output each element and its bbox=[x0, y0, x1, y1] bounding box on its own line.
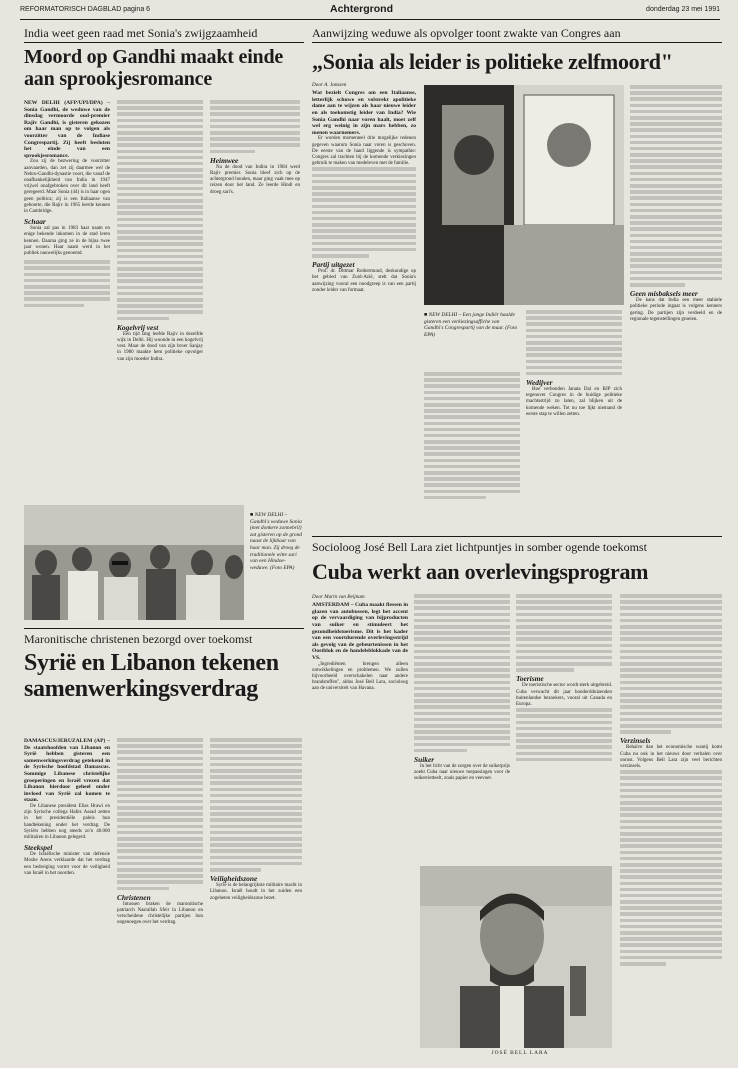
cuba-text-lines bbox=[414, 594, 510, 752]
gandhi-column-1 bbox=[24, 100, 110, 530]
gandhi-kicker: India weet geen raad met Sonia's zwijgzaamheid bbox=[24, 26, 258, 40]
syria-paragraph: Syrië is de belangrijkste militaire macht in Libanon. Israël houdt in het zuiden een zogeheten veiligheidszone bezet. bbox=[210, 883, 302, 901]
gandhi-text-lines bbox=[210, 100, 300, 153]
syria-paragraph: Intussen braken de maronitische patriarch Nasrallah Sfeir in Libanon en verscheidene christelijke partijen hun ongenoegen over het verdrag. bbox=[117, 901, 203, 926]
syria-headline: Syrië en Libanon tekenen samenwerkingsverdrag bbox=[24, 650, 279, 702]
gandhi-headline: Moord op Gandhi maakt einde aan sprookjesromance bbox=[24, 46, 284, 90]
syria-subhead: Veiligheidszone bbox=[210, 874, 258, 884]
sonia-column-3 bbox=[526, 310, 622, 522]
cuba-paragraph: In het licht van de zorgen over de suikerprijs zoekt Cuba naar nieuwe toepassingen voor de suikerrietteelt, zoals papier en veevoer. bbox=[414, 763, 510, 782]
gandhi-photo bbox=[24, 505, 244, 620]
sonia-paragraph: De kans dat India een meer stabiele politieke periode ingaat is volgens kenners gering. De partijen zijn verdeeld en de regionale tegenstellingen groeien. bbox=[630, 298, 722, 322]
gandhi-kicker-rule bbox=[24, 42, 304, 43]
poster-image bbox=[424, 85, 624, 305]
cuba-paragraph: De toeristische sector wordt sterk uitgebreid. Cuba verwacht dit jaar honderdduizenden buitenlandse bezoekers, vooral uit Canada en Europa. bbox=[516, 683, 612, 708]
mourners-image bbox=[24, 505, 244, 620]
sonia-photo bbox=[424, 85, 624, 305]
cuba-lead: AMSTERDAM – Cuba maakt flessen in glazen van autobussen, legt het accent op de vervaardiging van bijproducten van suiker en stimuleert het gezondheidstoerisme. Dit is het kader van een voortdurende overlevingsstrijd als gevolg van de gebeurtenissen in het Oostblok en de handelsblokkade van de VS. bbox=[312, 602, 408, 661]
gandhi-subhead: Heimwee bbox=[210, 155, 239, 165]
gandhi-text-lines bbox=[24, 260, 110, 307]
gandhi-column-2 bbox=[117, 100, 203, 530]
cuba-headline: Cuba werkt aan overlevingsprogram bbox=[312, 559, 649, 584]
syria-top-rule bbox=[24, 628, 304, 629]
syria-text-lines bbox=[210, 738, 302, 872]
gandhi-subhead: Kogelvrij vest bbox=[117, 322, 159, 332]
sonia-text-lines bbox=[424, 372, 520, 499]
sonia-byline: Door A. Janssen bbox=[312, 82, 347, 88]
cuba-column-3 bbox=[516, 594, 612, 864]
gandhi-lead: NEW DELHI (AFP/UPI/DPA) – Sonia Gandhi, de weduwe van de dinsdag vermoorde oud-premier Rajiv Gandhi, is gisteren gekozen om haar man op te volgen als voorzitter van de Indiase Congrespartij. Zij heeft besloten het einde van een sprookjesromance. bbox=[24, 100, 110, 159]
syria-column-3 bbox=[210, 738, 302, 1056]
sonia-paragraph: Prof. dr. Dittmar Rothermund, deskundige op het gebied van Zuid-Azië, stelt dat Sonia's aanwijzing vooral een noodgreep is van een partij zonder leider van formaat. bbox=[312, 269, 416, 293]
syria-paragraph: De Israëlische minister van defensie Moshe Arens verklaarde dat het verdrag een bedreiging vormt voor de veiligheid van Israël in het noorden. bbox=[24, 852, 110, 876]
cuba-text-lines bbox=[516, 594, 612, 672]
syria-column-2 bbox=[117, 738, 203, 1056]
running-head bbox=[20, 3, 720, 19]
cuba-subhead: Toerisme bbox=[516, 674, 544, 684]
cuba-photo-caption: JOSÉ BELL LARA bbox=[491, 1050, 549, 1056]
sonia-text-lines bbox=[526, 310, 622, 375]
cuba-text-lines bbox=[620, 770, 722, 965]
gandhi-paragraph: Na de dood van Indira in 1984 werd Rajiv premier. Sonia bleef zich op de achtergrond houden, maar ging vaak mee op reizen door het land. Ze leerde Hindi en droeg sari's. bbox=[210, 164, 300, 195]
syria-subhead: Christenen bbox=[117, 892, 151, 902]
section-title: Achtergrond bbox=[330, 3, 393, 15]
syria-kicker: Maronitische christenen bezorgd over toekomst bbox=[24, 632, 253, 646]
gandhi-subhead: Schaar bbox=[24, 217, 46, 227]
sonia-column-4 bbox=[630, 85, 722, 522]
cuba-column-2 bbox=[414, 594, 510, 864]
syria-text-lines bbox=[117, 738, 203, 890]
cuba-column-1 bbox=[312, 594, 408, 864]
cuba-paragraph: Behalve dan het economische wantij komt Cuba nu ook in het nieuws door verhalen over onrust. Volgens Bell Lara zijn veel berichten verzinsels. bbox=[620, 745, 722, 769]
syria-lead: DAMASCUS/JERUZALEM (AP) – De staatshoofden van Libanon en Syrië hebben gisteren een samenwerkingsverdrag getekend in de Syrische hoofdstad Damascus. Sommige Libanese christelijke groeperingen en Israël vrezen dat Libanon hierdoor geheel onder invloed van Syrië zal komen te staan. bbox=[24, 738, 110, 804]
sonia-kicker-rule bbox=[312, 42, 722, 43]
portrait-image bbox=[420, 866, 612, 1048]
cuba-column-4 bbox=[620, 594, 722, 1056]
gandhi-photo-caption: ■ NEW DELHI – Gandhi's weduwe Sonia (met donkere zonnebril) zat gisteren op de grond naast de lijkbaar van haar man. Zij droeg de traditionele witte sari van een Hindoe-weduwe. (Foto EPA) bbox=[250, 512, 303, 571]
sonia-column-1 bbox=[312, 82, 416, 522]
gandhi-paragraph: Zou zij de bezwering de voorzitter aanvaarden, dan zet zij daarmee wel de Nehru-Gandhi-dynastie voort, die vanaf de onafhankelijkheid van India in 1947 vrijwel onafgebroken over dit land heeft geregeerd. Maar Sonia (44) is in haar ogen geen politica; zij is een Italiaanse van geboorte, die Rajiv in 1965 leerde kennen in Cambridge. bbox=[24, 159, 110, 214]
gandhi-paragraph: Sonia zal pas in 1983 haar naam en enige bekende inkomen in de stad leren kennen. Daarna ging ze in de bijna twee jaar wonen. Haar naam werd in het publiek nauwelijks genoemd. bbox=[24, 226, 110, 256]
sonia-paragraph: Er worden momenteel drie mogelijke redenen gegeven waarom Sonia naar voren is geschoven. De eerste van de hand liggende is sympathie: Congres zal trachten bij de komende verkiezingen gebruik te maken van medeleven met de familie. bbox=[312, 136, 416, 167]
sonia-text-lines bbox=[630, 85, 722, 287]
sonia-lead: Wat bezielt Congres om een Italiaanse, letterlijk schuwe en volstrekt apolitieke dame aan te wijzen als haar nieuwe leider en als toekomstig leider van India? Wie Sonia Gandhi naar voren haalt, moet zelf wel erg weinig in zijn mars hebben, zo menen waarnemers. bbox=[312, 90, 416, 136]
gandhi-paragraph: Een tijd lang leefde Rajiv in dezelfde wijk in Delhi. Hij woonde in een kogelvrij vest. Maar de dood van zijn broer Sanjay in 1980 maakte hem politieke opvolger van zijn moeder Indira. bbox=[117, 331, 203, 362]
sonia-text-lines bbox=[312, 167, 416, 257]
cuba-byline: Door Marin van Beijnum bbox=[312, 594, 365, 600]
sonia-photo-caption: ■ NEW DELHI – Een jonge Indiër haalde gisteren een verkiezingsaffiche van Gandhi's Congrespartij van de muur. (Foto EPA) bbox=[424, 312, 518, 338]
cuba-text-lines bbox=[516, 708, 612, 761]
sonia-paragraph: Hoe verbonden Janata Dal en BJP zich tegenover Congres in de huidige politieke machtsstrijd zo laten, zal blijken uit de komende weken. Tot nu toe lijkt niemand de eerste stap te willen zetten. bbox=[526, 387, 622, 417]
cuba-subhead: Verzinsels bbox=[620, 736, 651, 746]
syria-paragraph: De Libanese president Elias Hrawi en zijn Syrische collega Hafez Assad zetten in het presidentiële paleis hun handtekening onder het verdrag. De Syriërs hebben nog steeds zo'n 40.000 militairen in Libanon gelegerd. bbox=[24, 803, 110, 840]
sonia-column-2 bbox=[424, 372, 520, 522]
issue-date: donderdag 23 mei 1991 bbox=[646, 6, 720, 13]
syria-subhead: Steekspel bbox=[24, 843, 53, 853]
cuba-subhead: Suiker bbox=[414, 754, 435, 764]
gandhi-text-lines bbox=[117, 100, 203, 320]
cuba-top-rule bbox=[312, 536, 722, 537]
sonia-subhead: Wedijver bbox=[526, 378, 553, 388]
cuba-photo bbox=[420, 866, 612, 1048]
paper-name: REFORMATORISCH DAGBLAD pagina 6 bbox=[20, 6, 151, 13]
sonia-kicker: Aanwijzing weduwe als opvolger toont zwakte van Congres aan bbox=[312, 26, 621, 40]
sonia-subhead: Geen misbaksels meer bbox=[630, 289, 698, 299]
cuba-paragraph: „Ingrediënten brengen alleen ontwikkelingen en problemen. We zullen bijvoorbeeld overschakelen naar andere brandstoffen", aldus José Bell Lara, socioloog aan de universiteit van Havana. bbox=[312, 661, 408, 692]
syria-column-1 bbox=[24, 738, 110, 1056]
sonia-headline: „Sonia als leider is politieke zelfmoord" bbox=[312, 49, 673, 74]
sonia-subhead: Partij uitgezet bbox=[312, 260, 355, 270]
cuba-text-lines bbox=[620, 594, 722, 734]
head-rule bbox=[20, 19, 720, 20]
cuba-kicker: Socioloog José Bell Lara ziet lichtpuntjes in somber ogende toekomst bbox=[312, 540, 647, 554]
gandhi-column-3 bbox=[210, 100, 300, 250]
